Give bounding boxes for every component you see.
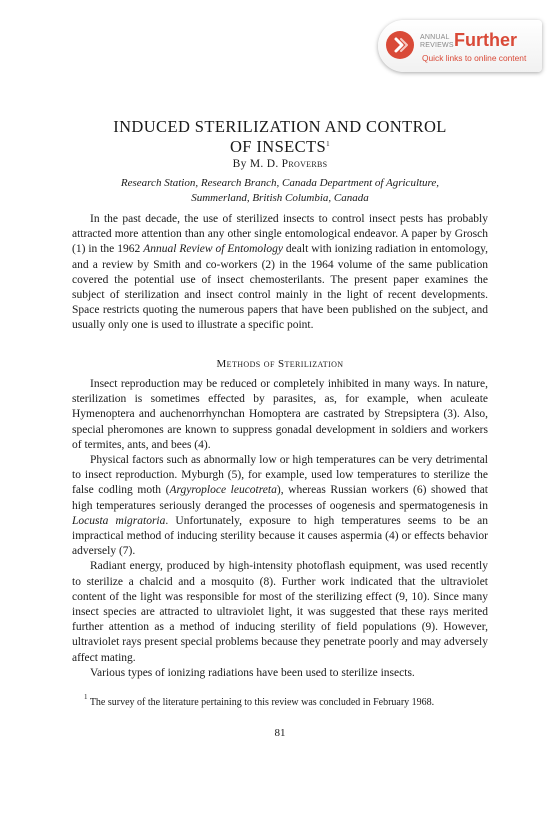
- intro-text-a: In the past decade, the use of sterilized insects to control insect pests has probably attracted more attention than any other single entomological endeavor. A paper by Grosch (1) in the 1962: [72, 213, 488, 256]
- title-line-2: [72, 137, 488, 157]
- footnote-line: [72, 693, 488, 709]
- title-line-1: INDUCED STERILIZATION AND CONTROL: [113, 117, 447, 136]
- article-title: [72, 117, 488, 157]
- methods-paragraph-4: Various types of ionizing radiations have been used to sterilize insects.: [90, 666, 415, 679]
- affiliation: [72, 176, 488, 206]
- footnote: [72, 693, 488, 709]
- reviews-label: REVIEWS: [420, 42, 454, 49]
- annual-label: ANNUAL: [420, 34, 450, 41]
- intro-paragraph: [72, 212, 488, 334]
- methods-paragraph-3: Radiant energy, produced by high-intensity photoflash equipment, was used recently to sterilize a chalcid and a mosquito (8). Further work indicated that the ultraviolet content of the light was responsible for most of the sterilizing effect (9, 10). Since many insect species are attracted to ultraviolet light, it was suggested that these rays merited further attention as a method of inducing sterility of field populations (9). However, ultraviolet rays present special problems because they penetrate poorly and may adversely affect mating.: [72, 560, 488, 664]
- affiliation-line-1: Research Station, Research Branch, Canada Department of Agriculture,: [120, 177, 440, 189]
- author-by: By: [232, 158, 247, 170]
- footnote-text: The survey of the literature pertaining to this review was concluded in February 1968.: [89, 697, 435, 708]
- further-label: Further: [454, 30, 517, 50]
- methods-section: [72, 377, 488, 681]
- journal-name: Annual Review of Entomology: [143, 243, 283, 256]
- further-subtitle: Quick links to online content: [422, 53, 527, 63]
- author-line: [72, 158, 488, 170]
- footnote-mark: 1: [84, 693, 88, 701]
- intro-section: [72, 212, 488, 334]
- species-name-2: Locusta migratoria: [72, 514, 166, 527]
- intro-text-b: dealt with ionizing radiation in entomology, and a review by Smith and co-workers (2) in the 1964 volume of the same publication covered the potential use of insect chemosterilants. The present paper examines the subject of sterilization and insect control mainly in the light of recent developments. Space restricts quoting the numerous papers that have been published on the subject, and usually only one is used to illustrate a specific point.: [72, 243, 488, 332]
- methods-p2-text-a: Physical factors such as abnormally low or high temperatures can be very detrimental to insect reproduction. Myburgh (5), for example, used low temperatures to sterilize the false codling moth (: [72, 454, 488, 497]
- methods-paragraph-1: Insect reproduction may be reduced or completely inhibited in many ways. In nature, sterilization is sometimes effected by parasites, as, for example, when aculeate Hymenoptera and auchenorrhynchan Homoptera are castrated by Strepsiptera (3). Also, special pheromones are known to suppress gonadal development in soldiers and workers of termites, ants, and bees (4).: [72, 378, 488, 451]
- affiliation-line-2: Summerland, British Columbia, Canada: [191, 192, 369, 204]
- methods-p2-text-c: . Unfortunately, exposure to high temperatures seems to be an impractical method of inducing sterility because it causes aspermia (4) or effects behavior adversely (7).: [72, 514, 489, 558]
- title-footnote-mark: 1: [326, 140, 331, 148]
- title-line-2-text: OF INSECTS: [229, 137, 327, 156]
- methods-p2-text-b: ), whereas Russian workers (6) showed that high temperatures seriously deranged the processes of oogenesis and spermatogenesis in: [72, 484, 488, 512]
- author-name: M. D. Proverbs: [249, 158, 328, 170]
- annual-reviews-wordmark: [420, 34, 454, 50]
- further-logo-icon: [386, 31, 414, 59]
- further-links-badge[interactable]: [378, 20, 542, 72]
- species-name-1: Argyroploce leucotreta: [169, 484, 277, 497]
- section-heading-methods: Methods of Sterilization: [216, 358, 344, 370]
- methods-paragraph-2: [72, 453, 488, 559]
- page-number: 81: [274, 727, 286, 739]
